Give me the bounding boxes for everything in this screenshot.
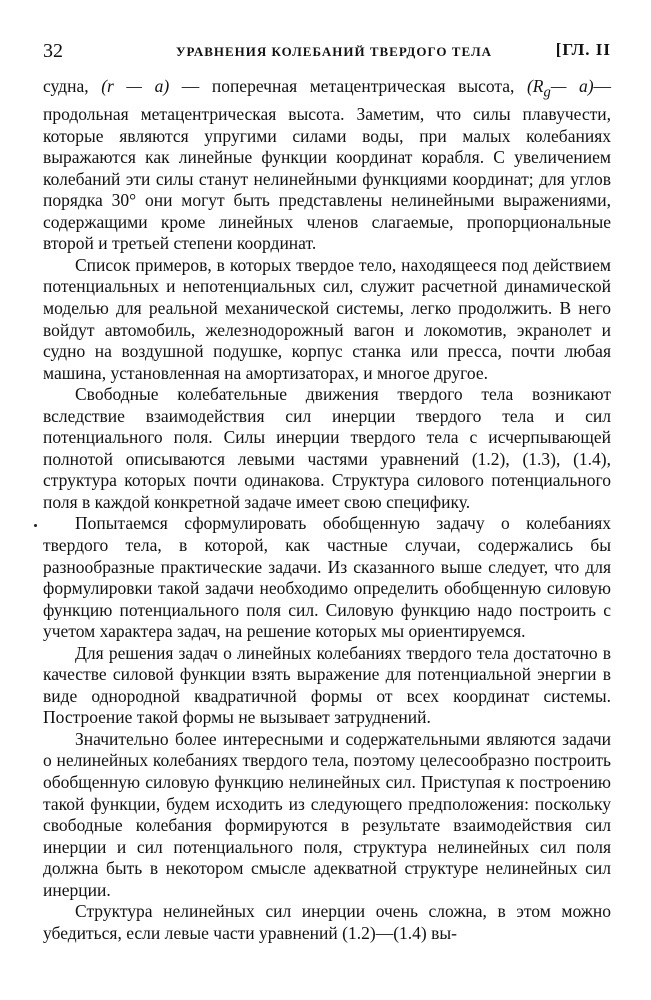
paragraph-7: Структура нелинейных сил инерции очень сложна, в этом можно убедиться, если левые части уравнений (1.2)—(1.4) вы-: [43, 901, 611, 943]
paragraph-1-end: — продольная метацентрическая высота. Заметим, что силы плавучести, которые являются упругими силами воды, при малых колебаниях выражаются как линейные функции координат корабля. С увеличением колебаний эти силы станут нелинейными функциями координат; для углов порядка 30° они могут быть представлены нелинейными выражениями, содержащими кроме линейных членов слагаемые, пропорциональные второй и третьей степени координат.: [43, 76, 612, 254]
paragraph-4: Попытаемся сформулировать обобщенную задачу о колебаниях твердого тела, в которой, как частные случаи, содержались бы разнообразные практические задачи. Из сказанного выше следует, что для формулировки такой задачи необходимо определить обобщенную силовую функцию потенциального поля сил. Силовую функцию надо построить с учетом характера задач, на решение которых мы ориентируемся.: [43, 513, 611, 642]
paragraph-6: Значительно более интересными и содержательными являются задачи о нелинейных колебаниях твердого тела, поэтому целесообразно построить обобщенную силовую функцию нелинейных сил. Приступая к построению такой функции, будем исходить из следующего предположения: поскольку свободные колебания формируются в результате взаимодействия сил инерции и сил потенциального поля, структура нелинейных сил поля должна быть в некотором смысле адекватной структуре нелинейных сил инерции.: [43, 728, 611, 900]
book-page: [43, 36, 611, 944]
margin-dot: [34, 524, 37, 527]
paragraph-1: [43, 76, 611, 255]
chapter-label: [ГЛ. II: [555, 40, 611, 59]
paragraph-5: Для решения задач о линейных колебаниях твердого тела достаточно в качестве силовой функции взять выражение для потенциальной энергии в виде однородной квадратичной формы от всех координат системы. Построение такой формы не вызывает затруднений.: [43, 642, 611, 728]
running-title: УРАВНЕНИЯ КОЛЕБАНИЙ ТВЕРДОГО ТЕЛА: [176, 44, 493, 59]
paragraph-3: Свободные колебательные движения твердого тела возникают вследствие взаимодействия сил инерции твердого тела и сил потенциального поля. Силы инерции твердого тела с исчерпывающей полнотой описываются левыми частями уравнений (1.2), (1.3), (1.4), структура которых почти одинакова. Структура силового потенциального поля в каждой конкретной задаче имеет свою специфику.: [43, 384, 611, 512]
paragraph-1-mid: — поперечная метацентрическая высота,: [181, 76, 515, 96]
page-number: 32: [43, 40, 63, 62]
formula-subscript-g: g: [543, 84, 551, 101]
page-header: [43, 36, 611, 68]
page-body: [43, 76, 611, 944]
paragraph-2: Список примеров, в которых твердое тело, находящееся под действием потенциальных и непотенциальных сил, служит расчетной динамической моделью для реальной механической системы, легко продолжить. В него войдут автомобиль, железнодорожный вагон и локомотив, экранолет и судно на воздушной подушке, корпус станка или пресса, почти любая машина, установленная на амортизаторах, и многое другое.: [43, 254, 611, 383]
longitudinal-height-formula-end: — a): [550, 76, 594, 96]
transverse-height-formula: (r — a): [101, 76, 170, 96]
longitudinal-height-formula-start: (R: [526, 76, 544, 96]
paragraph-1-start: судна,: [43, 76, 89, 96]
